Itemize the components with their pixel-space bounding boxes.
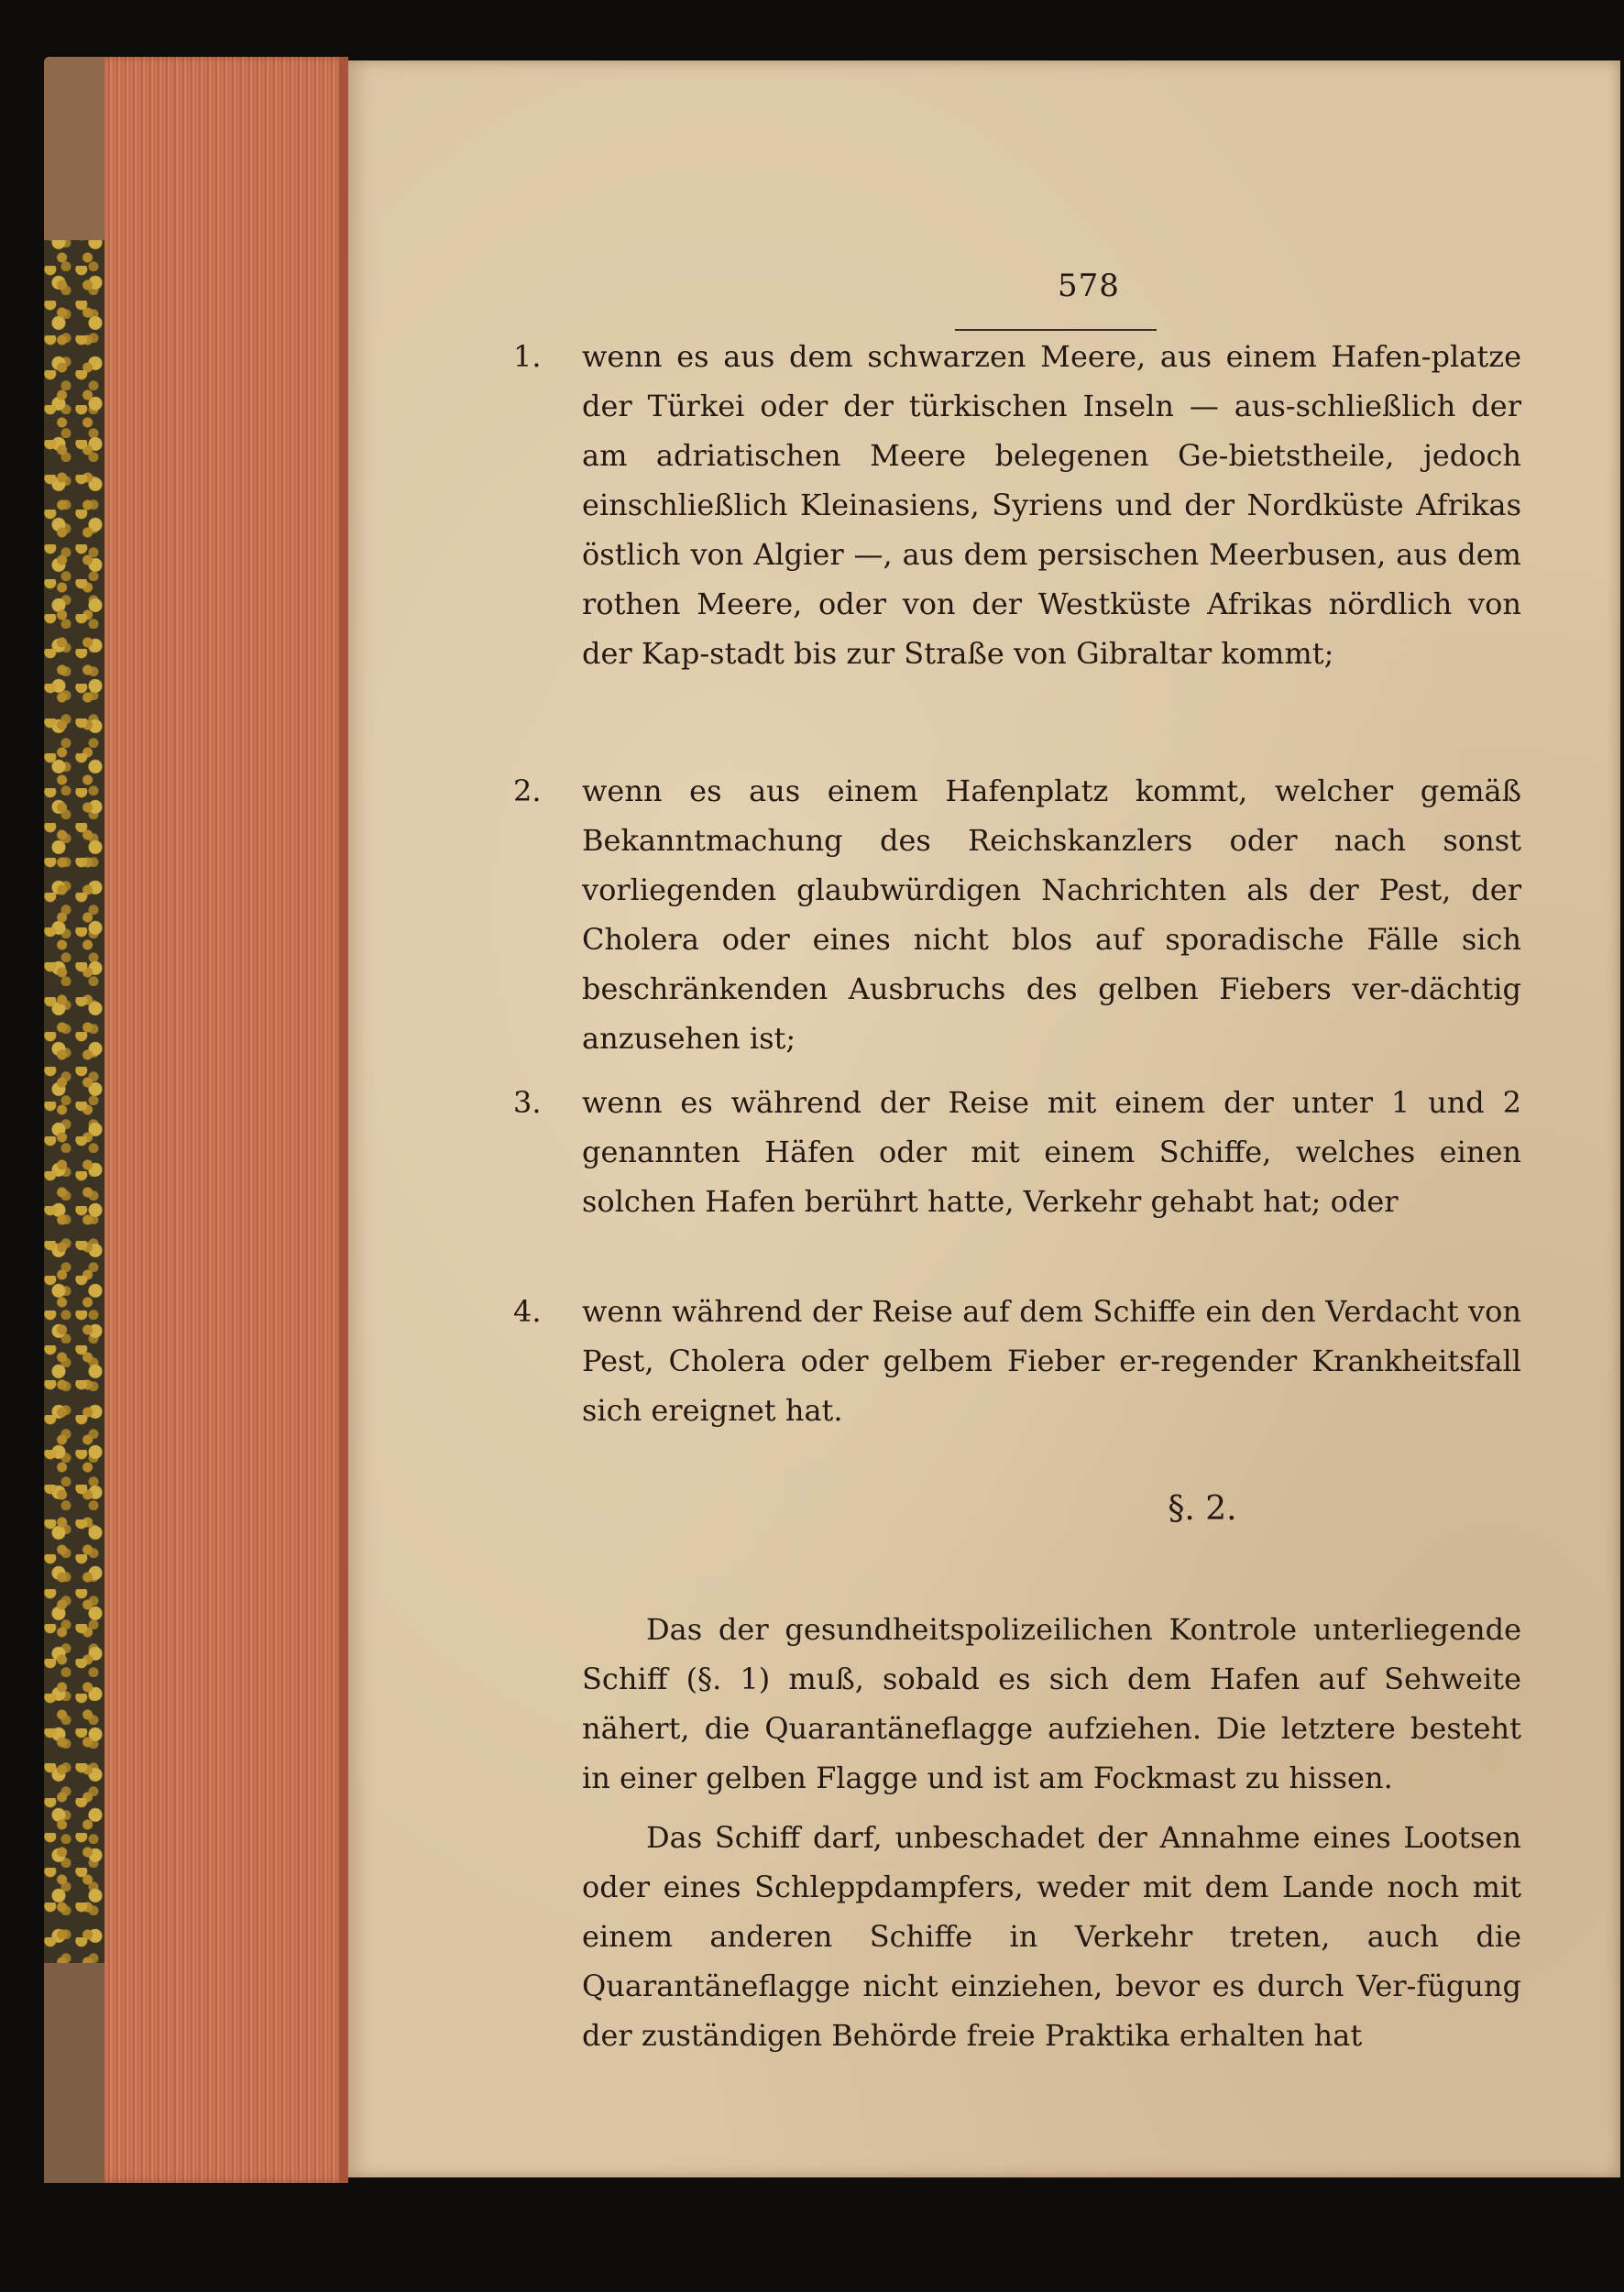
list-item xyxy=(513,332,1521,678)
list-item-text: wenn während der Reise auf dem Schiffe ein den Verdacht von Pest, Cholera oder gelbem Fieber er-regender Krankheitsfall sich ereignet hat. xyxy=(582,1294,1521,1428)
list-item-text: wenn es aus einem Hafenplatz kommt, welcher gemäß Bekanntmachung des Reichskanzlers oder nach sonst vorliegenden glaubwürdigen Nachrichten als der Pest, der Cholera oder eines nicht blos auf sporadische Fälle sich beschränkenden Ausbruchs des gelben Fiebers ver-dächtig anzusehen ist; xyxy=(582,773,1521,1056)
list-item-number: 3. xyxy=(513,1085,542,1120)
page-number-rule xyxy=(955,329,1157,331)
list-item-number: 4. xyxy=(513,1294,542,1329)
section-heading: §. 2. xyxy=(1168,1490,1237,1528)
list-item-text: wenn es während der Reise mit einem der unter 1 und 2 genannten Häfen oder mit einem Schiffe, welches einen solchen Hafen berührt hatte, Verkehr gehabt hat; oder xyxy=(582,1085,1521,1219)
paragraph: Das der gesundheitspolizeilichen Kontrole unterliegende Schiff (§. 1) muß, sobald es sich dem Hafen auf Sehweite nähert, die Quarantäneflagge aufziehen. Die letztere besteht in einer gelben Flagge und ist am Fockmast zu hissen. xyxy=(582,1612,1521,1795)
list-item-number: 1. xyxy=(513,339,542,374)
book xyxy=(44,57,1624,2192)
list-item xyxy=(513,1287,1521,1435)
book-cover-edge xyxy=(44,57,104,2183)
page-edges xyxy=(104,57,348,2183)
page-number: 578 xyxy=(1058,268,1120,304)
list-item-number: 2. xyxy=(513,773,542,808)
paragraph: Das Schiff darf, unbeschadet der Annahme eines Lootsen oder eines Schleppdampfers, weder mit dem Lande noch mit einem anderen Schiffe in Verkehr treten, auch die Quarantäneflagge nicht einziehen, bevor es durch Ver-fügung der zuständigen Behörde freie Praktika erhalten hat xyxy=(582,1820,1521,2053)
list-item xyxy=(513,766,1521,1063)
list-item-text: wenn es aus dem schwarzen Meere, aus einem Hafen-platze der Türkei oder der türkischen Inseln — aus-schließlich der am adriatischen Meere belegenen Ge-bietstheile, jedoch einschließlich Kleinasiens, Syriens und der Nordküste Afrikas östlich von Algier —, aus dem persischen Meerbusen, aus dem rothen Meere, oder von der Westküste Afrikas nördlich von der Kap-stadt bis zur Straße von Gibraltar kommt; xyxy=(582,339,1521,671)
list-item xyxy=(513,1078,1521,1226)
book-page xyxy=(348,60,1620,2177)
